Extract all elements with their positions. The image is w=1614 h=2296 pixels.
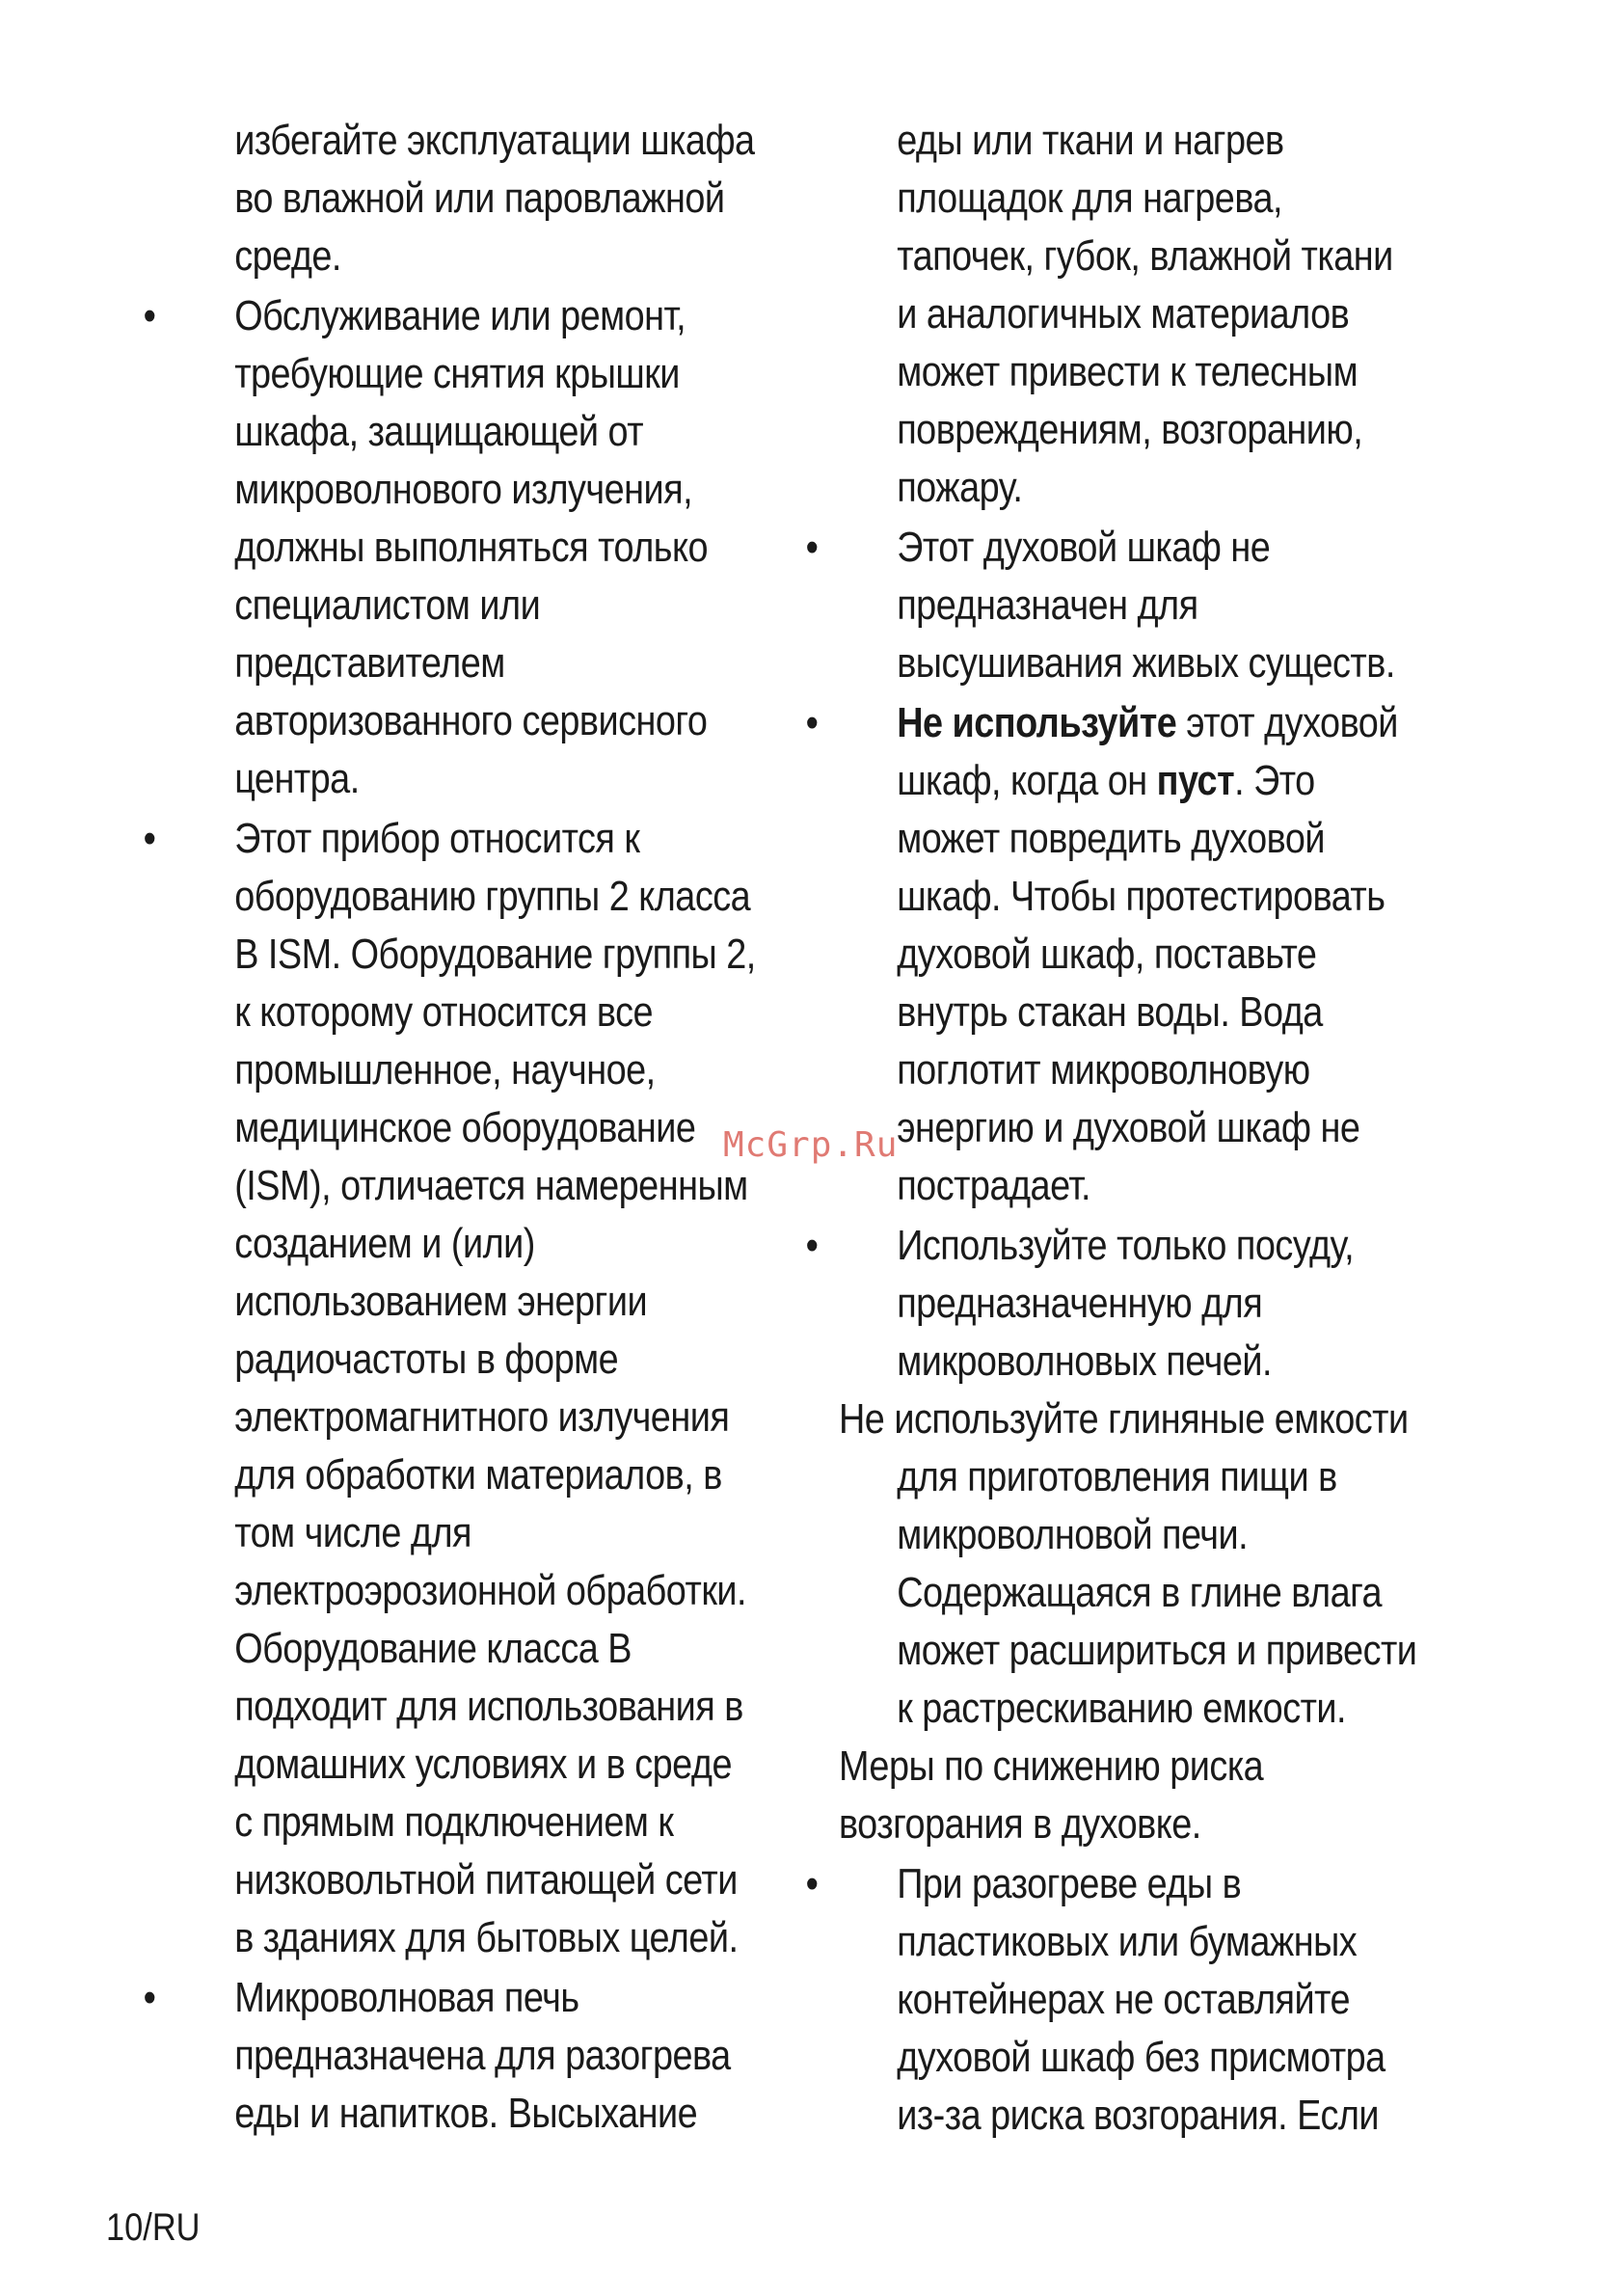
left-column bbox=[176, 112, 757, 2143]
text-line: возгорания в духовке. bbox=[839, 1800, 1201, 1848]
text-line: домашних условиях и в среде bbox=[234, 1741, 732, 1788]
text-line: подходит для использования в bbox=[234, 1683, 743, 1730]
text-line: высушивания живых существ. bbox=[897, 639, 1395, 687]
text-line: контейнерах не оставляйте bbox=[897, 1976, 1351, 2023]
text-line: с прямым подключением к bbox=[234, 1798, 674, 1846]
text-line: предназначенную для bbox=[897, 1280, 1263, 1327]
text-line: энергию и духовой шкаф не bbox=[897, 1104, 1360, 1151]
text-line: предназначен для bbox=[897, 581, 1198, 629]
text-line: тапочек, губок, влажной ткани bbox=[897, 232, 1393, 280]
text-line: пластиковых или бумажных bbox=[897, 1918, 1358, 1965]
text-line: еды или ткани и нагрев bbox=[897, 117, 1284, 164]
text-line: микроволновых печей. bbox=[897, 1337, 1273, 1385]
text-line: • Этот духовой шкаф не bbox=[897, 524, 1271, 571]
text-line: использованием энергии bbox=[234, 1278, 648, 1325]
bullet-ism-group bbox=[176, 810, 757, 1967]
text-line: центра. bbox=[234, 755, 360, 802]
text-line: избегайте эксплуатации шкафа bbox=[234, 117, 755, 164]
text-line: во влажной или паровлажной bbox=[234, 175, 725, 222]
text-line: может расшириться и привести bbox=[897, 1627, 1417, 1674]
text-line: медицинское оборудование bbox=[234, 1104, 696, 1151]
text-line: для обработки материалов, в bbox=[234, 1451, 722, 1499]
paragraph-drying-continued bbox=[839, 112, 1444, 517]
text-line: Меры по снижению риска bbox=[839, 1742, 1264, 1790]
text-line: духовой шкаф без присмотра bbox=[897, 2034, 1385, 2081]
paragraph-clay-containers bbox=[839, 1391, 1444, 1738]
text-line: • При разогреве еды в bbox=[897, 1860, 1242, 1907]
text-line: повреждениям, возгоранию, bbox=[897, 406, 1363, 453]
text-fragment: . Это bbox=[1234, 757, 1315, 804]
bold-empty: пуст bbox=[1156, 757, 1235, 804]
text-line: шкафа, защищающей от bbox=[234, 408, 644, 455]
text-line: • Используйте только посуду, bbox=[897, 1222, 1355, 1269]
text-line: • Обслуживание или ремонт, bbox=[234, 292, 686, 339]
text-line bbox=[897, 694, 1444, 752]
text-line: радиочастоты в форме bbox=[234, 1336, 619, 1383]
text-line bbox=[897, 752, 1444, 810]
text-line: • Этот прибор относится к bbox=[234, 815, 640, 862]
bullet-empty-oven bbox=[839, 694, 1444, 1215]
text-line: требующие снятия крышки bbox=[234, 350, 680, 397]
text-line: к растрескиванию емкости. bbox=[897, 1685, 1347, 1732]
watermark: McGrp.Ru bbox=[723, 1125, 899, 1165]
text-line: оборудованию группы 2 класса bbox=[234, 873, 751, 920]
bullet-service bbox=[176, 287, 757, 808]
text-line: • Микроволновая печь bbox=[234, 1974, 579, 2021]
bullet-microwave-dishes bbox=[839, 1217, 1444, 1391]
text-line: специалистом или bbox=[234, 581, 541, 629]
text-fragment: этот духовой bbox=[1176, 699, 1398, 746]
text-line: промышленное, научное, bbox=[234, 1046, 656, 1094]
text-line: может повредить духовой bbox=[897, 815, 1325, 862]
text-line: электроэрозионной обработки. bbox=[234, 1567, 746, 1614]
text-line: в зданиях для бытовых целей. bbox=[234, 1914, 739, 1961]
text-line: может привести к телесным bbox=[897, 348, 1358, 395]
text-line: поглотит микроволновую bbox=[897, 1046, 1310, 1094]
paragraph-humidity bbox=[176, 112, 757, 285]
text-line: созданием и (или) bbox=[234, 1220, 535, 1267]
text-line: Содержащаяся в глине влага bbox=[897, 1569, 1383, 1616]
text-line: площадок для нагрева, bbox=[897, 175, 1283, 222]
text-line: Оборудование класса B bbox=[234, 1625, 632, 1672]
bullet-plastic-containers bbox=[839, 1855, 1444, 2145]
bold-warning: Не используйте bbox=[897, 699, 1177, 746]
text-line: Не используйте глиняные емкости bbox=[839, 1395, 1409, 1443]
text-fragment: шкаф, когда он bbox=[897, 757, 1157, 804]
text-line: к которому относится все bbox=[234, 988, 654, 1036]
bullet-microwave-purpose bbox=[176, 1969, 757, 2143]
text-line: должны выполняться только bbox=[234, 524, 708, 571]
text-line: внутрь стакан воды. Вода bbox=[897, 988, 1323, 1036]
text-line: микроволнового излучения, bbox=[234, 466, 693, 513]
text-line: микроволновой печи. bbox=[897, 1511, 1249, 1558]
text-line: том числе для bbox=[234, 1509, 472, 1556]
text-line: (ISM), отличается намеренным bbox=[234, 1162, 748, 1209]
text-line: из-за риска возгорания. Если bbox=[897, 2092, 1380, 2139]
text-line: представителем bbox=[234, 639, 505, 687]
text-line: электромагнитного излучения bbox=[234, 1393, 730, 1441]
bullet-living-beings bbox=[839, 519, 1444, 692]
text-line: для приготовления пищи в bbox=[897, 1453, 1337, 1500]
section-fire-risk-heading bbox=[839, 1738, 1444, 1853]
text-line: шкаф. Чтобы протестировать bbox=[897, 873, 1385, 920]
right-column bbox=[839, 112, 1444, 2145]
text-line: и аналогичных материалов bbox=[897, 290, 1350, 338]
page-number: 10/RU bbox=[106, 2206, 201, 2249]
text-line: еды и напитков. Высыхание bbox=[234, 2090, 698, 2137]
text-line: B ISM. Оборудование группы 2, bbox=[234, 931, 756, 978]
text-line: пожару. bbox=[897, 464, 1023, 511]
text-line: среде. bbox=[234, 232, 341, 280]
text-line: пострадает. bbox=[897, 1162, 1090, 1209]
text-line: низковольтной питающей сети bbox=[234, 1856, 738, 1904]
text-line: авторизованного сервисного bbox=[234, 697, 708, 744]
text-line: духовой шкаф, поставьте bbox=[897, 931, 1317, 978]
text-line: предназначена для разогрева bbox=[234, 2032, 731, 2079]
